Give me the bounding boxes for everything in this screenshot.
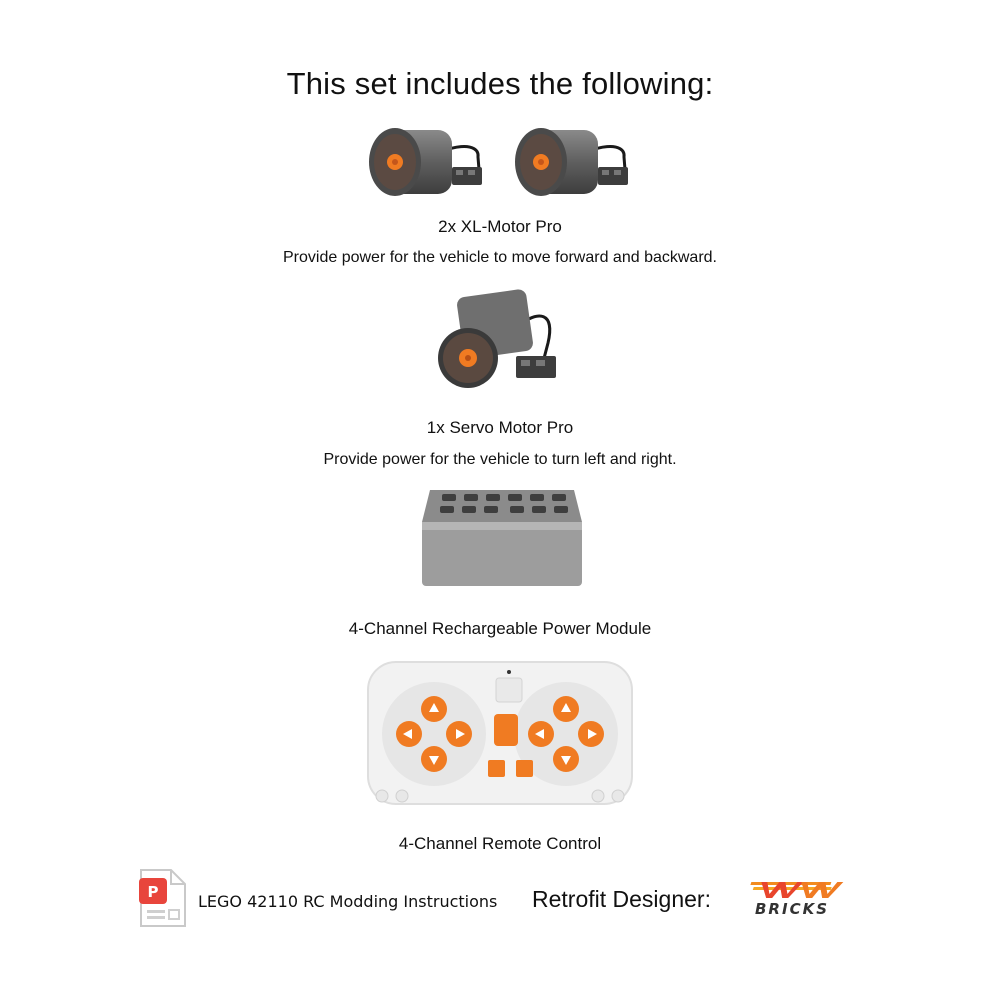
item-name: 4-Channel Remote Control xyxy=(398,834,602,853)
item-name: 2x XL-Motor Pro xyxy=(438,217,562,236)
item-description: Provide power for the vehicle to move forward and backward. xyxy=(283,249,717,266)
pdf-file-icon xyxy=(137,868,187,928)
power-module-image xyxy=(412,484,592,594)
xl-motor-left xyxy=(369,128,482,196)
designer-label: Retrofit Designer: xyxy=(532,886,711,912)
xl-motor-pro-image xyxy=(360,112,660,207)
servo-motor-pro-image xyxy=(430,288,570,398)
logo-text: BRICKS xyxy=(755,900,829,918)
ww-bricks-logo xyxy=(730,880,860,920)
remote-control-image xyxy=(368,662,632,812)
item-name: 4-Channel Rechargeable Power Module xyxy=(348,619,652,638)
xl-motor-right xyxy=(515,128,628,196)
document-title: LEGO 42110 RC Modding Instructions xyxy=(198,892,498,911)
svg-text:P: P xyxy=(147,883,159,901)
item-description: Provide power for the vehicle to turn left and right. xyxy=(323,451,677,468)
page-title: This set includes the following: xyxy=(286,66,714,101)
item-name: 1x Servo Motor Pro xyxy=(426,418,574,437)
